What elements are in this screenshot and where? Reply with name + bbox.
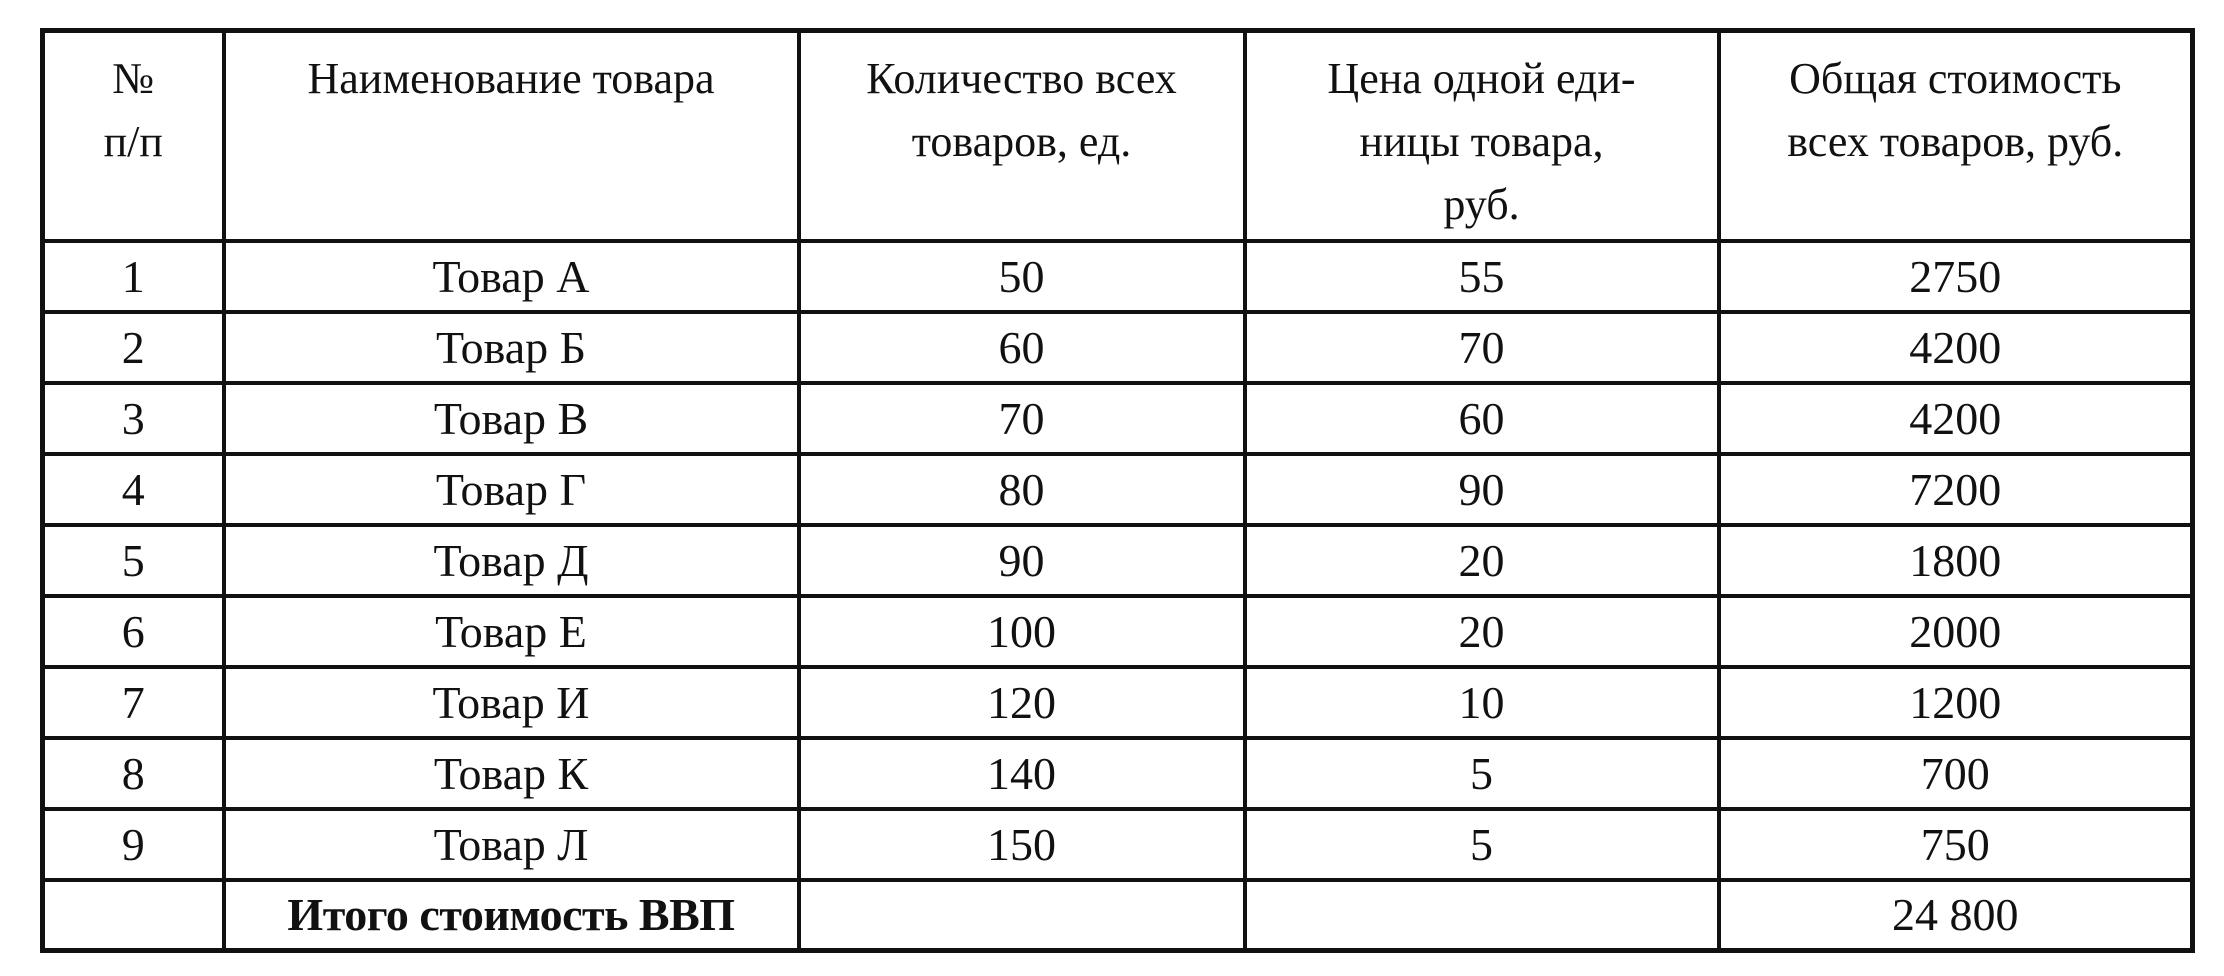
header-line: товаров, ед. [911,117,1132,166]
header-quantity [799,31,1245,241]
cell-number: 7 [43,667,224,738]
cell-number: 8 [43,738,224,809]
cell-product-name: Товар Е [224,596,799,667]
cell-total-cost: 4200 [1719,383,2193,454]
table-row [43,525,2193,596]
header-line: Наименование товара [307,54,715,103]
cell-product-name: Товар А [224,241,799,312]
cell-quantity: 140 [799,738,1245,809]
total-gdp-value: 24 800 [1719,880,2193,951]
cell-total-cost: 2750 [1719,241,2193,312]
cell-unit-price: 20 [1245,596,1719,667]
cell-unit-price: 5 [1245,809,1719,880]
cell-quantity: 70 [799,383,1245,454]
cell-quantity: 60 [799,312,1245,383]
cell-quantity [799,880,1245,951]
cell-quantity: 100 [799,596,1245,667]
table-row [43,312,2193,383]
cell-unit-price [1245,880,1719,951]
table-row [43,454,2193,525]
total-label: Итого стоимость ВВП [224,880,799,951]
cell-unit-price: 5 [1245,738,1719,809]
cell-product-name: Товар Д [224,525,799,596]
cell-quantity: 150 [799,809,1245,880]
cell-total-cost: 1800 [1719,525,2193,596]
cell-number: 4 [43,454,224,525]
cell-quantity: 90 [799,525,1245,596]
cell-total-cost: 4200 [1719,312,2193,383]
header-line: руб. [1443,180,1520,229]
cell-total-cost: 2000 [1719,596,2193,667]
cell-product-name: Товар Б [224,312,799,383]
header-unit-price [1245,31,1719,241]
cell-unit-price: 20 [1245,525,1719,596]
header-line: № [112,54,155,103]
cell-quantity: 80 [799,454,1245,525]
header-row [43,31,2193,241]
header-total-cost [1719,31,2193,241]
cell-number: 5 [43,525,224,596]
cell-unit-price: 60 [1245,383,1719,454]
header-line: Общая стоимость [1789,54,2122,103]
header-line: ницы товара, [1359,117,1604,166]
cell-product-name: Товар В [224,383,799,454]
cell-number: 2 [43,312,224,383]
cell-total-cost: 1200 [1719,667,2193,738]
cell-number: 3 [43,383,224,454]
total-row [43,880,2193,951]
cell-unit-price: 90 [1245,454,1719,525]
table-row [43,383,2193,454]
cell-unit-price: 10 [1245,667,1719,738]
cell-product-name: Товар К [224,738,799,809]
table-row [43,241,2193,312]
goods-table-container [40,28,2190,953]
header-product-name [224,31,799,241]
cell-number [43,880,224,951]
cell-total-cost: 700 [1719,738,2193,809]
cell-total-cost: 750 [1719,809,2193,880]
cell-unit-price: 70 [1245,312,1719,383]
table-row [43,809,2193,880]
cell-product-name: Товар И [224,667,799,738]
cell-number: 1 [43,241,224,312]
cell-unit-price: 55 [1245,241,1719,312]
table-row [43,596,2193,667]
cell-number: 9 [43,809,224,880]
cell-number: 6 [43,596,224,667]
table-row [43,667,2193,738]
header-line: всех товаров, руб. [1787,117,2124,166]
goods-table [40,28,2195,953]
header-line: Количество всех [866,54,1177,103]
header-number [43,31,224,241]
cell-product-name: Товар Г [224,454,799,525]
cell-product-name: Товар Л [224,809,799,880]
cell-quantity: 120 [799,667,1245,738]
header-line: Цена одной еди- [1327,54,1636,103]
table-row [43,738,2193,809]
header-line: п/п [103,117,163,166]
cell-quantity: 50 [799,241,1245,312]
cell-total-cost: 7200 [1719,454,2193,525]
